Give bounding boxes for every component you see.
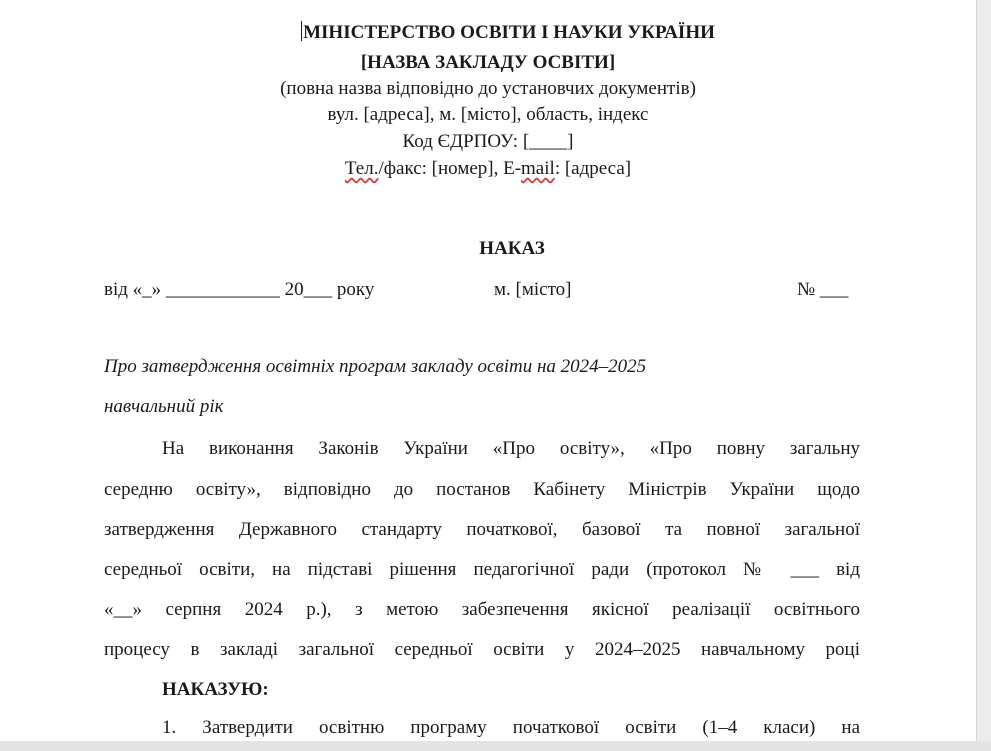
contacts-mail: mail: [521, 158, 555, 179]
order-subject-line-2: навчальний рік: [104, 396, 224, 417]
text-cursor: [301, 21, 302, 41]
order-number: № ___: [797, 279, 849, 300]
order-subject-line-1: Про затвердження освітніх програм закладу освіти на 2024–2025: [104, 356, 647, 377]
order-date: від «_» ____________ 20___ року: [104, 279, 375, 300]
body-line-1: На виконання Законів України «Про освіту», «Про повну загальну: [162, 438, 860, 459]
body-line-3: затвердження Державного стандарту початкової, базової та повної загальної: [104, 519, 860, 540]
order-title: НАКАЗ: [479, 238, 545, 259]
body-line-4: середньої освіти, на підставі рішення педагогічної ради (протокол № ___ від: [104, 559, 860, 580]
contacts-line: [0, 157, 976, 181]
institution-name: [НАЗВА ЗАКЛАДУ ОСВІТИ]: [360, 52, 616, 73]
body-line-5: «__» серпня 2024 р.), з метою забезпечення якісної реалізації освітнього: [104, 599, 860, 620]
page-gap: [0, 741, 991, 751]
contacts-tel: Тел.: [344, 158, 379, 179]
institution-address: вул. [адреса], м. [місто], область, індекс: [327, 104, 649, 125]
institution-note: (повна назва відповідно до установчих документів): [280, 78, 696, 99]
contacts-rest-b: : [адреса]: [554, 158, 632, 179]
vertical-scrollbar[interactable]: [976, 0, 991, 751]
edrpou-code: Код ЄДРПОУ: [____]: [402, 131, 574, 152]
body-line-6: процесу в закладі загальної середньої освіти у 2024–2025 навчальному році: [104, 639, 860, 660]
ministry-heading: МІНІСТЕРСТВО ОСВІТИ І НАУКИ УКРАЇНИ: [303, 22, 715, 43]
directive-heading: НАКАЗУЮ:: [162, 679, 269, 700]
order-item-1: 1. Затвердити освітню програму початкової освіти (1–4 класи) на: [162, 717, 860, 738]
order-city: м. [місто]: [494, 279, 572, 300]
body-line-2: середню освіту», відповідно до постанов Кабінету Міністрів України щодо: [104, 479, 860, 500]
contacts-rest-a: /факс: [номер], E-: [378, 158, 522, 179]
